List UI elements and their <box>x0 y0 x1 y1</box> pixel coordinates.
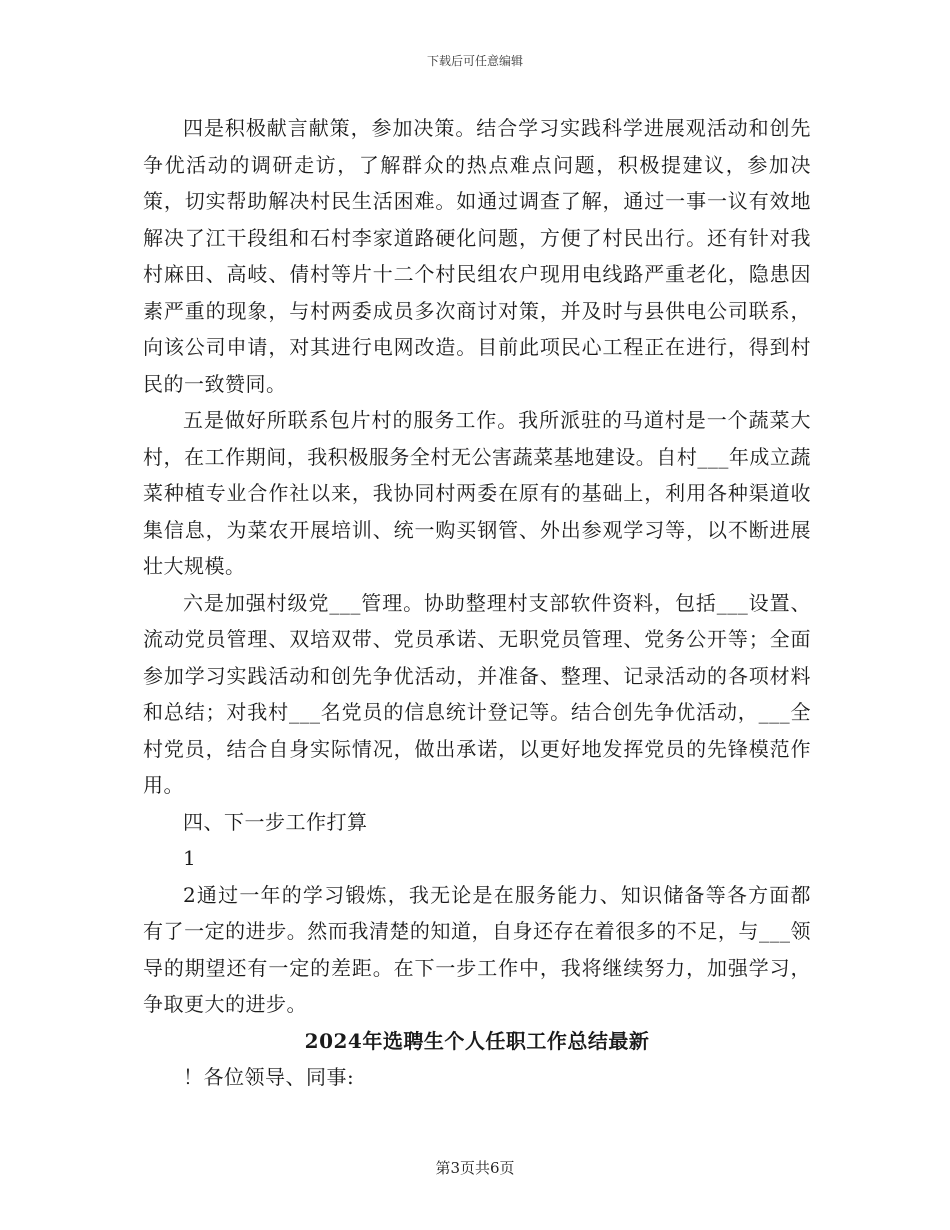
section-heading-next-steps: 四、下一步工作打算 <box>183 809 368 834</box>
page-header: 下载后可任意编辑 <box>426 54 523 68</box>
page-footer: 第3页共6页 <box>435 1159 515 1177</box>
paragraph-6: 六是加强村级党___管理。协助整理村支部软件资料，包括___设置、流动党员管理、双培双带、党员承诺、无职党员管理、党务公开等；全面参加学习实践活动和创先争优活动，并准备、整理、记录活动的各项材料和总结；对我村___名党员的信息统计登记等。结合创先争优活动，___全村党员，结合自身实际情况，做出承诺，以更好地发挥党员的先锋模范作用。 <box>143 590 811 797</box>
salutation: ！各位领导、同事: <box>183 1065 355 1089</box>
list-item-2: 2通过一年的学习锻炼，我无论是在服务能力、知识储备等各方面都有了一定的进步。然而我清楚的知道，自身还存在着很多的不足，与___领导的期望还有一定的差距。在下一步工作中，我将继续努力，加强学习，争取更大的进步。 <box>143 882 811 1016</box>
section-title: 2024年选聘生个人任职工作总结最新 <box>304 1028 650 1053</box>
paragraph-4: 四是积极献言献策，参加决策。结合学习实践科学进展观活动和创先争优活动的调研走访，了解群众的热点难点问题，积极提建议，参加决策，切实帮助解决村民生活困难。如通过调查了解，通过一事一议有效地解决了江干段组和石村李家道路硬化问题，方便了村民出行。还有针对我村麻田、高岐、倩村等片十二个村民组农户现用电线路严重老化，隐患因素严重的现象，与村两委成员多次商讨对策，并及时与县供电公司联系，向该公司申请，对其进行电网改造。目前此项民心工程正在进行，得到村民的一致赞同。 <box>143 116 811 396</box>
list-item-1: 1 <box>183 846 197 870</box>
paragraph-5: 五是做好所联系包片村的服务工作。我所派驻的马道村是一个蔬菜大村，在工作期间，我积极服务全村无公害蔬菜基地建设。自村___年成立蔬菜种植专业合作社以来，我协同村两委在原有的基础上，利用各种渠道收集信息，为菜农开展培训、统一购买钢管、外出参观学习等，以不断进展壮大规模。 <box>143 408 811 578</box>
document-body <box>143 110 811 1096</box>
